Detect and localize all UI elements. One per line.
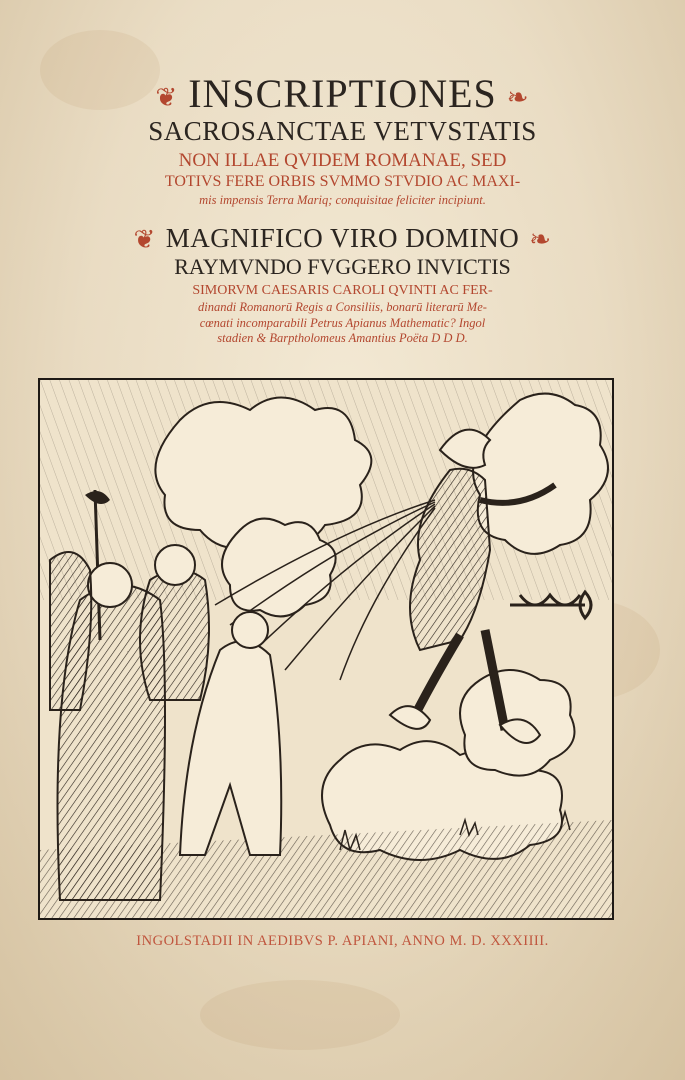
imprint-line: INGOLSTADII IN AEDIBVS P. APIANI, ANNO M. D. XXXIIII. — [136, 933, 549, 949]
woodcut-illustration — [38, 378, 614, 920]
dedication-line-5: cœnati incomparabili Petrus Apianus Mathematic? Ingol — [199, 315, 486, 330]
title-line-4: TOTIVS FERE ORBIS SVMMO STVDIO AC MAXI- — [164, 173, 521, 190]
title-line-5: mis impensis Terra Mariq; conquisitae feliciter incipiunt. — [199, 193, 486, 207]
foxing-stain — [200, 980, 400, 1050]
dedication-line-6: stadien & Barptholomeus Amantius Poëta D D D. — [217, 331, 468, 346]
dedication-heading: MAGNIFICO VIRO DOMINO — [165, 222, 520, 253]
dedication-line-4: dinandi Romanorū Regis a Consiliis, bonarū literarū Me- — [198, 300, 487, 315]
dedication-line-3: SIMORVM CAESARIS CAROLI QVINTI AC FER- — [192, 283, 493, 299]
fleuron-icon: ❦ — [155, 82, 179, 112]
fleuron-icon: ❧ — [529, 225, 552, 255]
title-line-1 — [0, 71, 685, 116]
dedication-line-1 — [0, 222, 685, 255]
main-title: INSCRIPTIONES — [188, 71, 497, 116]
fleuron-icon: ❦ — [133, 225, 156, 255]
title-line-3: NON ILLAE QVIDEM ROMANAE, SED — [178, 150, 507, 171]
title-line-2: SACROSANCTAE VETVSTATIS — [148, 116, 537, 146]
dedication-line-2: RAYMVNDO FVGGERO INVICTIS — [174, 254, 511, 280]
fleuron-icon: ❧ — [506, 82, 530, 112]
woodcut-svg — [40, 380, 612, 918]
title-block — [0, 71, 685, 346]
